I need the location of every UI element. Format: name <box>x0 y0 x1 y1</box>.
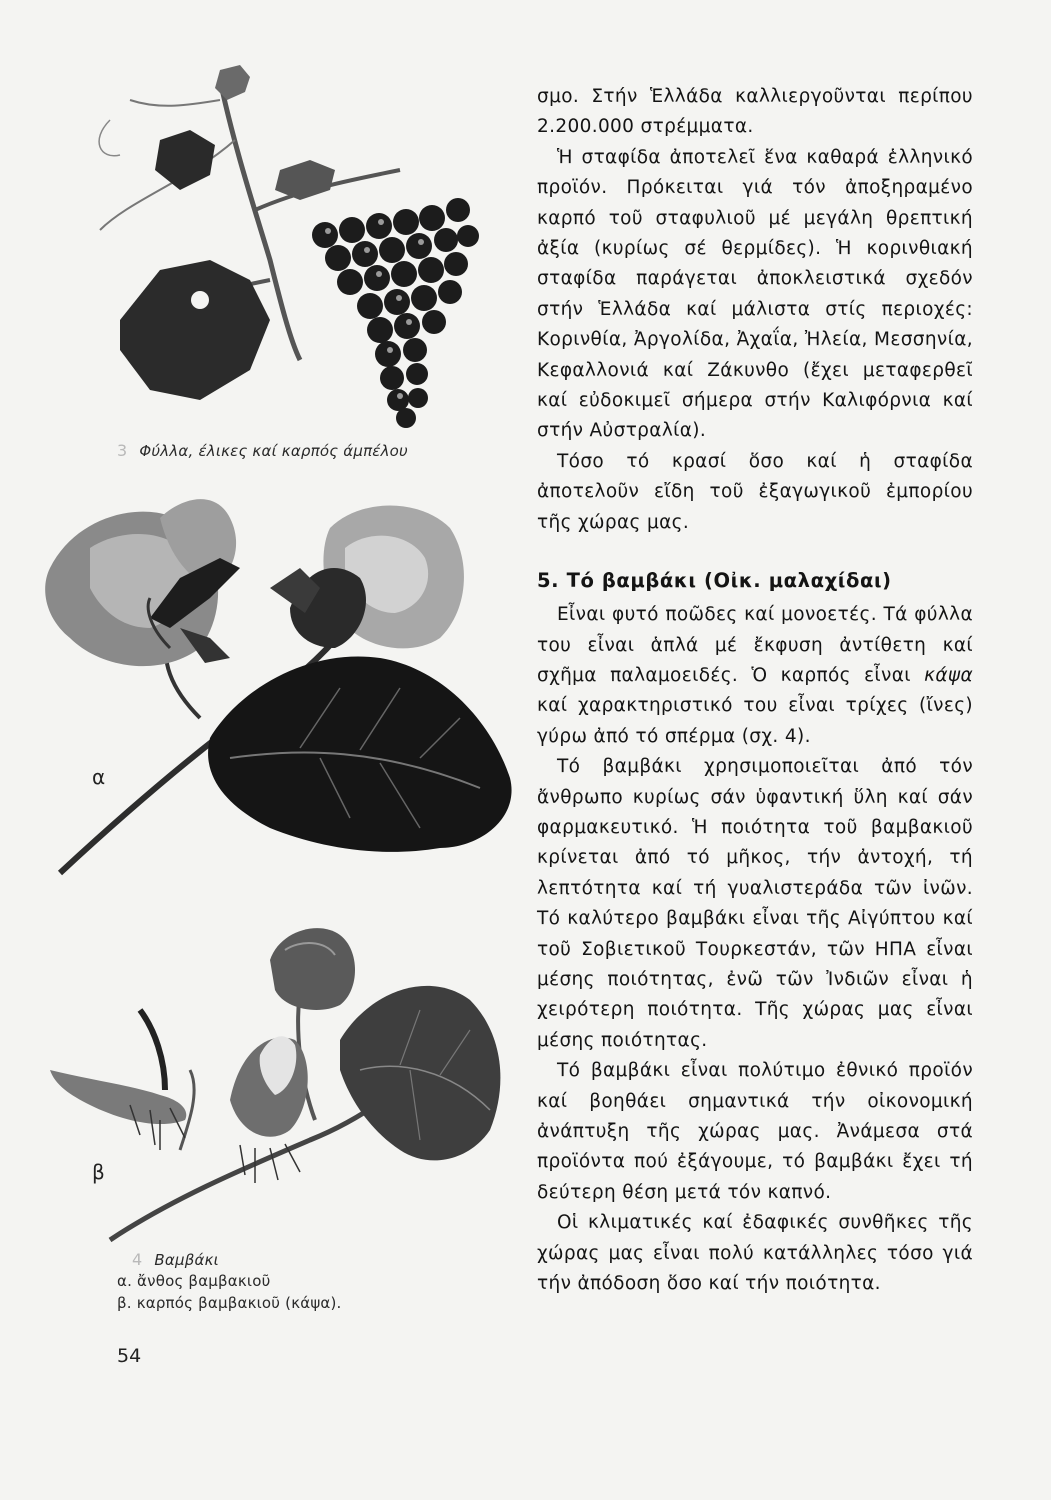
paragraph-6: Τό βαμβάκι εἶναι πολύτιμο ἐθνικό προϊόν καί βοηθάει σημαντικά τήν οἰκονομική ἀνάπτυξη τῆς χώρας μας. Ἀνάμεσα στά προϊόντα πού ἐξάγουμε, τό βαμβάκι ἔχει τή δεύτερη θέση μετά τόν καπνό. <box>537 1060 973 1203</box>
paragraph-1: σμο. Στήν Ἑλλάδα καλλιεργοῦνται περίπου 2.200.000 στρέμματα. <box>537 86 973 138</box>
figure-4-caption-title <box>132 1250 219 1269</box>
figure-4-label-b: β <box>92 1160 105 1184</box>
grapevine-illustration <box>70 60 490 440</box>
paragraph-4-emphasis: κάψα <box>924 664 973 686</box>
figure-4-label-a: α <box>92 765 106 789</box>
figure-4-caption-a: α. ἄνθος βαμβακιοῦ <box>117 1272 271 1290</box>
text-column <box>537 82 973 1299</box>
figure-4-caption-b: β. καρπός βαμβακιοῦ (κάψα). <box>117 1294 342 1312</box>
section-heading: 5. Τό βαμβάκι (Οἰκ. μαλαχίδαι) <box>537 569 892 593</box>
paragraph-3: Τόσο τό κρασί ὅσο καί ἡ σταφίδα ἀποτελοῦν εἴδη τοῦ ἐξαγωγικοῦ ἐμπορίου τῆς χώρας μας. <box>537 450 973 533</box>
figure-3-caption <box>117 441 408 460</box>
paragraph-4-part-a: Εἶναι φυτό ποῶδες καί μονοετές. Τά φύλλα του εἶναι ἁπλά μέ ἔκφυση ἀντίθετη καί σχῆμα παλαμοειδές. Ὁ καρπός εἶναι <box>537 604 973 686</box>
figure-3-caption-text: Φύλλα, έλικες καί καρπός άμπέλου <box>139 442 408 460</box>
figure-4-caption-title-text: Βαμβάκι <box>154 1251 219 1269</box>
paragraph-7: Οἱ κλιματικές καί ἐδαφικές συνθῆκες τῆς χώρας μας εἶναι πολύ κατάλληλες τόσο γιά τήν ἀπόδοση ὅσο καί τήν ποιότητα. <box>537 1212 973 1295</box>
page-number: 54 <box>117 1345 142 1367</box>
cotton-flower-illustration <box>40 488 520 888</box>
paragraph-2: Ἡ σταφίδα ἀποτελεῖ ἕνα καθαρά ἑλληνικό προϊόν. Πρόκειται γιά τόν ἀποξηραμένο καρπό τοῦ σταφυλιοῦ μέ μεγάλη θρεπτική ἀξία (κυρίως σέ θερμίδες). Ἡ κορινθιακή σταφίδα παράγεται ἀποκλειστικά σχεδόν στήν Ἑλλάδα καί μάλιστα στίς περιοχές: Κορινθία, Ἀργολίδα, Ἀχαΐα, Ἠλεία, Μεσσηνία, Κεφαλλονιά καί Ζάκυνθο (ἔχει μεταφερθεῖ καί εὐδοκιμεῖ σήμερα στήν Καλιφόρνια καί στήν Αὐστραλία). <box>537 146 973 442</box>
figure-3-number: 3 <box>117 441 128 460</box>
paragraph-5: Τό βαμβάκι χρησιμοποιεῖται ἀπό τόν ἄνθρωπο κυρίως σάν ὑφαντική ὕλη καί σάν φαρμακευτικό. Ἡ ποιότητα τοῦ βαμβακιοῦ κρίνεται ἀπό τό μῆκος, τήν ἀντοχή, τή λεπτότητα καί τή γυαλιστεράδα τῶν ἰνῶν. Τό καλύτερο βαμβάκι εἶναι τῆς Αἰγύπτου καί τοῦ Σοβιετικοῦ Τουρκεστάν, τῶν ΗΠΑ εἶναι μέσης ποιότητας, ἐνῶ τῶν Ἰνδιῶν εἶναι ἡ χειρότερη ποιότητα. Τῆς χώρας μας εἶναι μέσης ποιότητας. <box>537 756 973 1051</box>
paragraph-4-part-b: καί χαρακτηριστικό του εἶναι τρίχες (ἴνες) γύρω ἀπό τό σπέρμα (σχ. 4). <box>537 695 973 747</box>
cotton-boll-illustration <box>40 920 520 1250</box>
figure-4-number: 4 <box>132 1250 143 1269</box>
paragraph-4 <box>537 600 973 752</box>
